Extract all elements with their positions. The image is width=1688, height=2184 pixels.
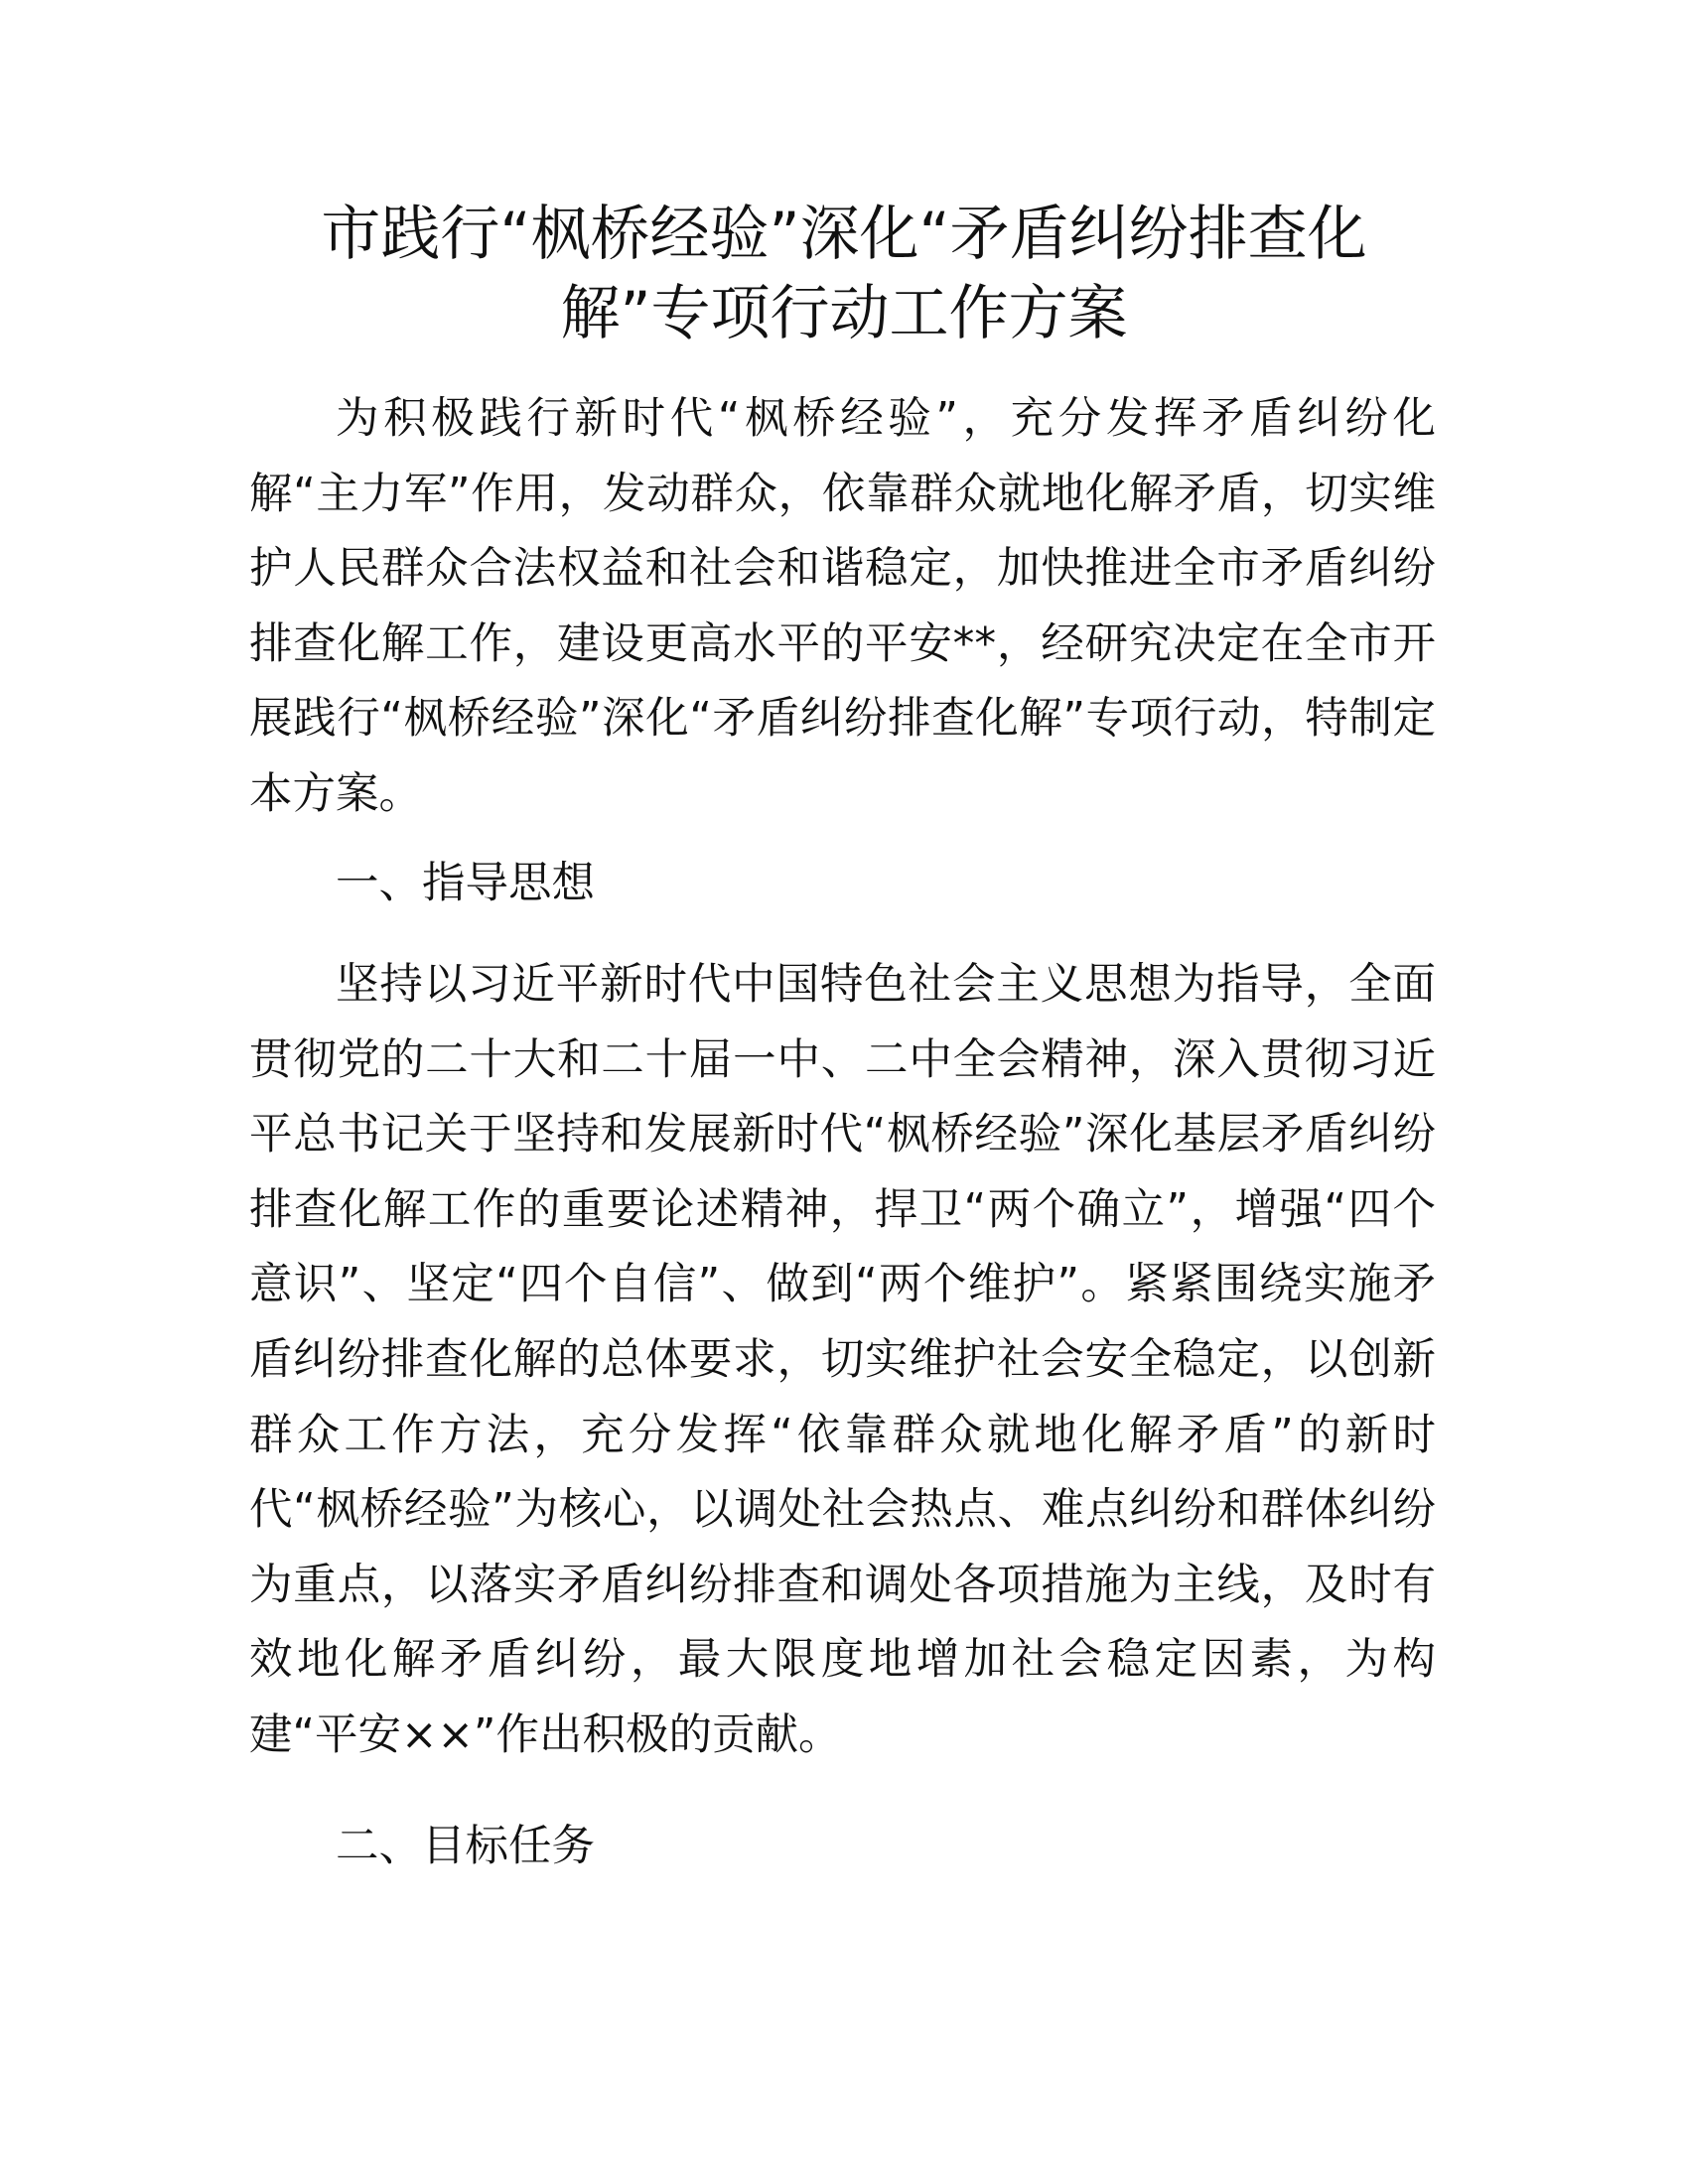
title-line-2: 解”专项行动工作方案 [560, 279, 1128, 348]
title-line-1: 市践行“枫桥经验”深化“矛盾纠纷排查化 [321, 200, 1367, 269]
section-heading-goals-tasks: 二、目标任务 [336, 1822, 595, 1871]
section1-block [249, 948, 1436, 1774]
section1-paragraph: 坚持以习近平新时代中国特色社会主义思想为指导，全面贯彻党的二十大和二十届一中、二中全会精神，深入贯彻习近平总书记关于坚持和发展新时代“枫桥经验”深化基层矛盾纠纷排查化解工作的重要论述精神，捍卫“两个确立”，增强“四个意识”、坚定“四个自信”、做到“两个维护”。紧紧围绕实施矛盾纠纷排查化解的总体要求，切实维护社会安全稳定，以创新群众工作方法，充分发挥“依靠群众就地化解矛盾”的新时代“枫桥经验”为核心，以调处社会热点、难点纠纷和群体纠纷为重点，以落实矛盾纠纷排查和调处各项措施为主线，及时有效地化解矛盾纠纷，最大限度地增加社会稳定因素，为构建“平安××”作出积极的贡献。 [249, 960, 1436, 1760]
section-heading-guiding-ideology: 一、指导思想 [336, 859, 595, 908]
intro-block [249, 382, 1436, 833]
document-title [248, 195, 1440, 353]
intro-paragraph: 为积极践行新时代“枫桥经验”，充分发挥矛盾纠纷化解“主力军”作用，发动群众，依靠群众就地化解矛盾，切实维护人民群众合法权益和社会和谐稳定，加快推进全市矛盾纠纷排查化解工作，建设更高水平的平安**，经研究决定在全市开展践行“枫桥经验”深化“矛盾纠纷排查化解”专项行动，特制定本方案。 [249, 394, 1436, 819]
